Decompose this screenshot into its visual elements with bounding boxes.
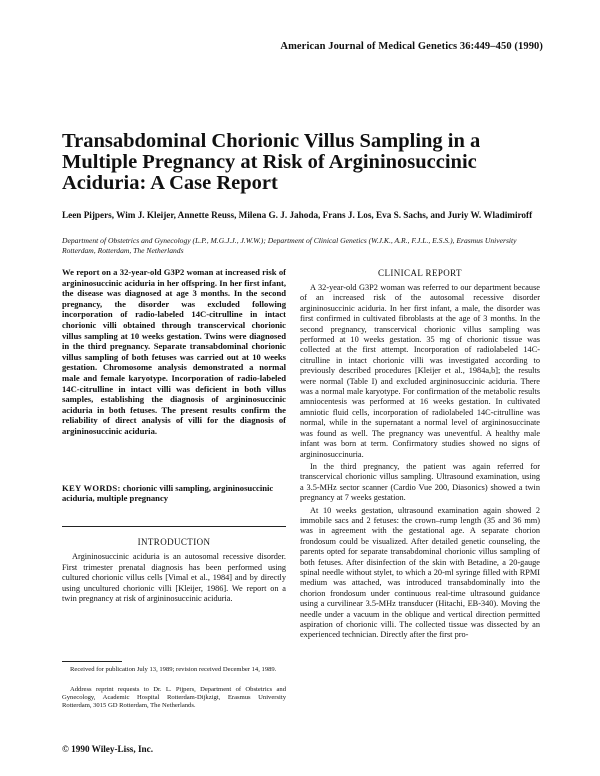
keywords bbox=[62, 483, 286, 504]
journal-header: American Journal of Medical Genetics 36:449–450 (1990) bbox=[280, 41, 543, 52]
clinical-report-body bbox=[300, 283, 540, 643]
keywords-label: KEY WORDS: bbox=[62, 483, 121, 493]
footnote-address: Address reprint requests to Dr. L. Pijpers, Department of Obstetrics and Gynecology, Academic Hospital Rotterdam-Dijkzigt, Erasmus University Rotterdam, 3015 GD Rotterdam, The Netherlands. bbox=[62, 686, 286, 710]
keywords-text: chorionic villi sampling, argininosuccinic aciduria, multiple pregnancy bbox=[62, 483, 274, 504]
author-list: Leen Pijpers, Wim J. Kleijer, Annette Reuss, Milena G. J. Jahoda, Frans J. Los, Eva S. Sachs, and Juriy W. Wladimiroff bbox=[62, 210, 533, 220]
footnote-divider bbox=[62, 661, 122, 662]
clinical-report-heading: CLINICAL REPORT bbox=[378, 268, 462, 278]
article-title: Transabdominal Chorionic Villus Sampling in a Multiple Pregnancy at Risk of Argininosuccinic Aciduria: A Case Report bbox=[62, 130, 481, 194]
introduction-text: Argininosuccinic aciduria is an autosomal recessive disorder. First trimester prenatal diagnosis has been performed using cultured chorionic villus cells [Vimal et al., 1984] and by directly using uncultured chorionic villi [Kleijer, 1986]. We report on a twin pregnancy at risk of argininosuccinic aciduria. bbox=[62, 552, 286, 603]
divider bbox=[62, 526, 286, 527]
abstract: We report on a 32-year-old G3P2 woman at increased risk of argininosuccinic aciduria in her offspring. In her first infant, the disease was diagnosed at age 3 months. In the second pregnancy, the disorder was excluded following incorporation of radio-labeled 14C-citrulline in intact chorionic villi obtained through transcervical chorionic villus sampling at 10 weeks gestation. Twins were diagnosed in the third pregnancy. Separate transabdominal chorionic villus sampling of both fetuses was carried out at 10 weeks gestation. Chromosome analysis demonstrated a normal male and female karyotype. Incorporation of radio-labeled 14C-citrulline in intact villi was deficient in both villus samples, establishing the diagnosis of argininosuccinic aciduria in both fetuses. The present results confirm the reliability of direct analysis of villi for the diagnosis of argininosuccinic aciduria. bbox=[62, 267, 286, 436]
clinical-paragraph: In the third pregnancy, the patient was again referred for transcervical chorionic villus sampling. Ultrasound examination, using a 3.5-MHz sector scanner (Cardio Vue 200, Diasonics) showed a twin pregnancy at 7 weeks gestation. bbox=[300, 461, 540, 503]
introduction-heading: INTRODUCTION bbox=[137, 537, 211, 547]
footnote-received: Received for publication July 13, 1989; revision received December 14, 1989. bbox=[70, 666, 277, 673]
copyright: © 1990 Wiley-Liss, Inc. bbox=[62, 744, 154, 754]
clinical-paragraph: At 10 weeks gestation, ultrasound examination again showed 2 immobile sacs and 2 fetuses: the crown–rump length (35 and 36 mm) was in agreement with the gestational age. A separate chorion frondosum could be visualized. After detailed genetic counseling, the parents opted for separate transabdominal chorionic villus sampling of both fetuses. After disinfection of the skin with Betadine, a 20-gauge spinal needle without stylet, to which a 20-ml syringe filled with RPMI medium was attached, was introduced transabdominally into the chorion frondosum under continuous real-time ultrasound guidance using a curvilinear 3.5-MHz transducer (Hitachi, EB-340). Moving the needle under a vacuum in the oblique and vertical direction permitted aspiration of chorionic villi. The collected tissue was dissected by an experienced technician. Directly after the first pro- bbox=[300, 505, 540, 640]
affiliation: Department of Obstetrics and Gynecology (L.P., M.G.J.J., J.W.W.); Department of Clinical Genetics (W.J.K., A.R., F.J.L., E.S.S.), Erasmus University Rotterdam, Rotterdam, The Netherlands bbox=[62, 236, 517, 255]
clinical-paragraph: A 32-year-old G3P2 woman was referred to our department because of an increased risk of the autosomal recessive disorder argininosuccinic aciduria. In her first infant, a male, the disorder was first confirmed in cultivated fibroblasts at the age of 3 months. In the second pregnancy, transcervical chorionic villus sampling was performed at 10 weeks gestation. 35 mg of chorionic tissue was collected at the first attempt. Incorporation of radiolabeled 14C-citrulline in intact chorionic villi was investigated according to previously described procedures [Kleijer et al., 1984a,b]; the results were normal (Table I) and excluded argininosuccinic aciduria. There was a normal male karyotype. For confirmation of the metabolic results amniocentesis was performed at 16 weeks gestation. In cultivated amniotic fluid cells, incorporation of radiolabeled 14C-citrulline was normal, while in the supernatant a normal level of argininosuccinate was found as well. The pregnancy was uneventful. A healthy male infant was born at term. Confirmatory studies showed no signs of argininosuccinuria. bbox=[300, 283, 540, 459]
